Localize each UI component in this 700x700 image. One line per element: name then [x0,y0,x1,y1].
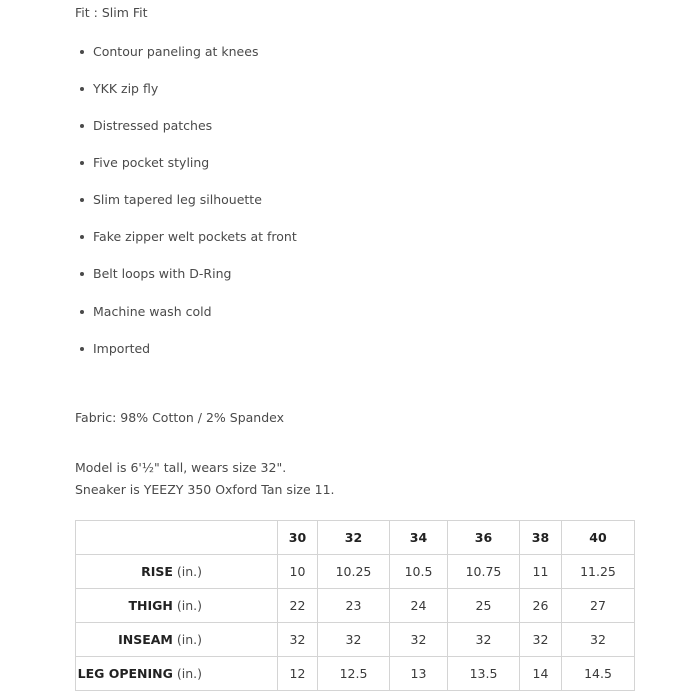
row-label [76,623,278,657]
feature-item: Machine wash cold [93,302,212,322]
table-cell: 32 [562,623,635,657]
size-header: 30 [278,521,318,555]
table-cell: 27 [562,589,635,623]
feature-item: Slim tapered leg silhouette [93,190,262,210]
table-cell: 13 [390,657,448,691]
table-cell: 14 [520,657,562,691]
table-cell: 32 [520,623,562,657]
table-cell: 14.5 [562,657,635,691]
table-cell: 12.5 [318,657,390,691]
fabric-info: Fabric: 98% Cotton / 2% Spandex [75,410,285,425]
table-cell: 11 [520,555,562,589]
measurement-unit: (in.) [176,666,202,681]
feature-item: YKK zip fly [93,79,158,99]
feature-item: Imported [93,339,150,359]
table-cell: 25 [448,589,520,623]
measurement-name: RISE [141,564,173,579]
table-cell: 10.75 [448,555,520,589]
table-cell: 24 [390,589,448,623]
size-header: 38 [520,521,562,555]
header-empty-cell [76,521,278,555]
table-row [76,623,635,657]
size-header: 34 [390,521,448,555]
feature-item: Contour paneling at knees [93,42,258,62]
size-header: 32 [318,521,390,555]
table-cell: 32 [390,623,448,657]
row-label [76,555,278,589]
table-cell: 13.5 [448,657,520,691]
table-row [76,657,635,691]
table-cell: 10 [278,555,318,589]
table-cell: 12 [278,657,318,691]
measurement-name: INSEAM [118,632,173,647]
feature-item: Distressed patches [93,116,212,136]
size-header: 40 [562,521,635,555]
row-label [76,589,278,623]
table-cell: 10.5 [390,555,448,589]
measurement-unit: (in.) [176,598,202,613]
size-chart-table [75,520,635,691]
feature-item: Five pocket styling [93,153,209,173]
size-header: 36 [448,521,520,555]
table-cell: 11.25 [562,555,635,589]
table-cell: 10.25 [318,555,390,589]
fit-label: Fit : Slim Fit [75,5,148,20]
row-label [76,657,278,691]
measurement-unit: (in.) [176,564,202,579]
measurement-unit: (in.) [176,632,202,647]
model-info: Model is 6'½" tall, wears size 32". [75,460,287,475]
table-row [76,589,635,623]
table-cell: 32 [318,623,390,657]
table-row [76,555,635,589]
table-cell: 32 [448,623,520,657]
feature-item: Fake zipper welt pockets at front [93,227,297,247]
measurement-name: THIGH [128,598,173,613]
sneaker-info: Sneaker is YEEZY 350 Oxford Tan size 11. [75,482,335,497]
table-cell: 32 [278,623,318,657]
measurement-name: LEG OPENING [77,666,173,681]
feature-item: Belt loops with D-Ring [93,264,231,284]
table-cell: 26 [520,589,562,623]
size-header-row [76,521,635,555]
table-cell: 22 [278,589,318,623]
table-cell: 23 [318,589,390,623]
